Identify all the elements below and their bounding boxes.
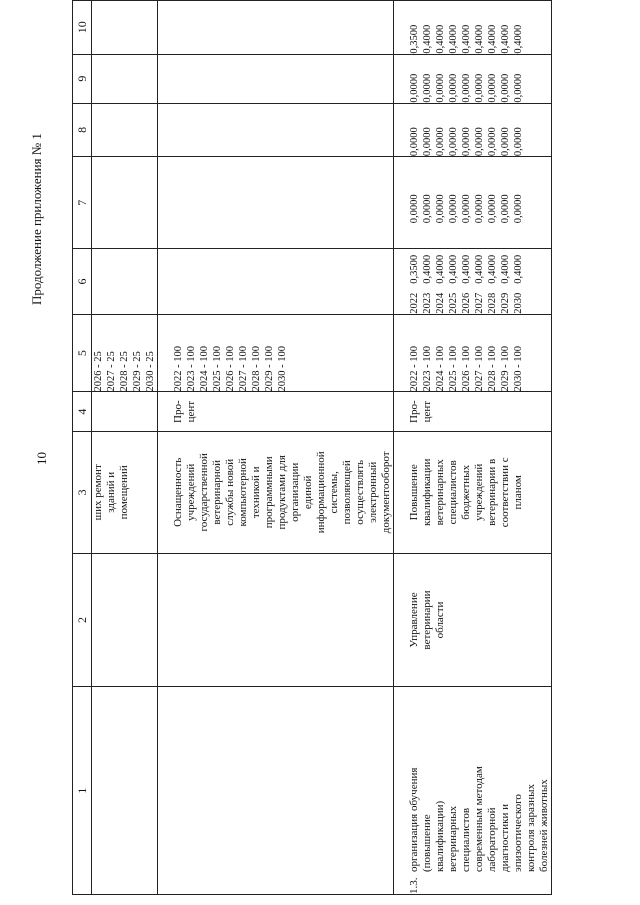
cell-measure-text	[92, 431, 158, 553]
text-line: 0,4000	[435, 24, 446, 54]
text-line: эпизоотического	[512, 794, 524, 872]
text-line: 0,4000	[500, 254, 511, 284]
cell-indicator-values	[158, 314, 394, 392]
text-line: 0,4000	[474, 254, 485, 284]
text-line: 2026 - 100	[461, 345, 472, 392]
text-line: 0,0000	[487, 194, 498, 224]
text-line: 2030 - 25	[145, 351, 156, 392]
text-line: 2025	[448, 292, 459, 314]
cell	[92, 54, 158, 103]
cell	[158, 103, 394, 157]
text-line: компьютерной	[237, 458, 249, 527]
col-header-10: 10	[73, 1, 92, 55]
text-line: Повышение	[408, 464, 420, 521]
text-line: специалистов	[460, 807, 472, 872]
data-table	[72, 0, 552, 895]
text-line: 2022 - 100	[409, 345, 420, 392]
text-line: ветеринарии в	[486, 458, 498, 526]
cell-measure-text	[394, 431, 552, 553]
text-line: диагностики и	[499, 804, 511, 872]
text-line: соответствии с	[499, 457, 511, 528]
text-line: 2027 - 25	[106, 351, 117, 392]
col-header-4: 4	[73, 392, 92, 431]
cell-unit	[158, 392, 394, 431]
text-line: государственной	[198, 453, 210, 532]
text-line: осуществлять	[354, 459, 366, 525]
text-line: информационной	[315, 451, 327, 534]
text-line: продуктами для	[276, 455, 288, 530]
text-line: 0,4000	[487, 24, 498, 54]
text-line: 0,4000	[422, 24, 433, 54]
text-line: 2024 - 100	[435, 345, 446, 392]
text-line: 2023	[422, 292, 433, 314]
text-line: 0,4000	[513, 254, 524, 284]
text-line: 0,0000	[448, 127, 459, 157]
text-line: 2030	[513, 292, 524, 314]
cell	[92, 157, 158, 249]
text-line: 0,4000	[487, 254, 498, 284]
cell	[92, 103, 158, 157]
text-line: ших ремонт	[92, 464, 104, 521]
cell-funding-col8	[394, 103, 552, 157]
text-line: 0,0000	[513, 73, 524, 103]
cell	[92, 249, 158, 314]
text-line: 0,4000	[513, 24, 524, 54]
text-line: 0,4000	[474, 24, 485, 54]
text-line: 0,4000	[435, 254, 446, 284]
text-line: 0,4000	[448, 24, 459, 54]
text-line: 2022	[409, 292, 420, 314]
text-line: 2028 - 100	[251, 345, 262, 392]
text-line: бюджетных	[460, 464, 472, 520]
text-line: 2024 - 100	[199, 345, 210, 392]
text-line: 0,4000	[461, 24, 472, 54]
col-header-3: 3	[73, 431, 92, 553]
text-line: Про-	[408, 400, 420, 423]
text-line: специалистов	[447, 460, 459, 525]
text-line: цент	[421, 400, 433, 423]
text-line: 2030 - 100	[277, 345, 288, 392]
cell-indicator-values	[394, 314, 552, 392]
table-row-continued	[92, 1, 158, 895]
cell	[158, 553, 394, 686]
text-line: Про-	[172, 400, 184, 423]
cell	[158, 157, 394, 249]
text-line: 0,4000	[422, 254, 433, 284]
col-header-2: 2	[73, 553, 92, 686]
text-line: 2028 - 100	[487, 345, 498, 392]
cell-unit	[394, 392, 552, 431]
col-header-8: 8	[73, 103, 92, 157]
text-line: 2029 - 100	[264, 345, 275, 392]
cell-measure-text	[158, 431, 394, 553]
column-header-row	[73, 1, 92, 895]
text-line: 0,4000	[461, 254, 472, 284]
col-header-6: 6	[73, 249, 92, 314]
text-line: ветеринарных	[434, 459, 446, 526]
text-line: 2028 - 25	[119, 351, 130, 392]
text-line: учреждений	[473, 463, 485, 521]
cell-funding-col10	[394, 1, 552, 55]
page-number: 10	[34, 452, 49, 465]
text-line: 0,3500	[409, 24, 420, 54]
text-line: 0,0000	[409, 194, 420, 224]
text-line: учреждений	[185, 463, 197, 521]
text-line: 0,0000	[474, 127, 485, 157]
text-line: 0,0000	[500, 73, 511, 103]
text-line: 0,0000	[448, 194, 459, 224]
text-line: позволяющей	[341, 460, 353, 525]
text-line: 0,4000	[500, 24, 511, 54]
text-line: 2023 - 100	[422, 345, 433, 392]
cell-activity	[394, 687, 552, 895]
text-line: контроля заразных	[525, 784, 537, 872]
text-line: цент	[185, 400, 197, 423]
cell-year-funding	[394, 249, 552, 314]
text-line: 2029	[500, 292, 511, 314]
text-line: 2029 - 25	[132, 351, 143, 392]
cell	[158, 1, 394, 55]
text-line: области	[434, 601, 446, 639]
appendix-continuation-note: Продолжение приложения № 1	[29, 133, 44, 305]
text-line: 0,0000	[474, 73, 485, 103]
text-line: 0,0000	[409, 73, 420, 103]
text-line: документооборот	[380, 451, 392, 534]
text-line: 0,0000	[435, 194, 446, 224]
cell-executor	[394, 553, 552, 686]
cell	[92, 553, 158, 686]
text-line: 0,0000	[500, 194, 511, 224]
text-line: 0,0000	[409, 127, 420, 157]
cell	[158, 687, 394, 895]
text-line: 2027 - 100	[238, 345, 249, 392]
text-line: 0,0000	[435, 127, 446, 157]
text-line: 2022 - 100	[173, 345, 184, 392]
cell-indicator-values	[92, 314, 158, 392]
text-line: 0,0000	[448, 73, 459, 103]
text-line: ветеринарной	[211, 459, 223, 525]
text-line: электронный	[367, 461, 379, 523]
text-line: 2025 - 100	[448, 345, 459, 392]
text-line: организация обучения	[408, 767, 420, 872]
text-line: 0,0000	[513, 127, 524, 157]
text-line: 0,3500	[409, 254, 420, 284]
text-line: 0,0000	[487, 73, 498, 103]
cell-funding-col9	[394, 54, 552, 103]
table-row	[394, 1, 552, 895]
text-line: ветеринарии	[421, 590, 433, 650]
text-line: 0,0000	[461, 73, 472, 103]
text-line: 0,0000	[461, 194, 472, 224]
text-line: 2030 - 100	[513, 345, 524, 392]
text-line: 2024	[435, 292, 446, 314]
table-row	[158, 1, 394, 895]
text-line: 0,0000	[422, 194, 433, 224]
text-line: квалификации	[421, 458, 433, 527]
text-line: Управление	[408, 592, 420, 648]
cell	[158, 54, 394, 103]
text-line: 2026 - 100	[225, 345, 236, 392]
col-header-7: 7	[73, 157, 92, 249]
cell	[92, 392, 158, 431]
text-line: 0,4000	[448, 254, 459, 284]
col-header-1: 1	[73, 687, 92, 895]
text-line: 2026 - 25	[93, 351, 104, 392]
text-line: техникой и	[250, 466, 262, 519]
text-line: службы новой	[224, 458, 236, 526]
text-line: 0,0000	[422, 127, 433, 157]
text-line: (повышение	[421, 814, 433, 872]
text-line: Оснащенность	[172, 457, 184, 527]
text-line: единой	[302, 475, 314, 510]
text-line: планом	[512, 475, 524, 510]
text-line: системы,	[328, 471, 340, 514]
cell-funding-col7	[394, 157, 552, 249]
text-line: болезней животных	[538, 779, 550, 872]
text-line: 0,0000	[474, 194, 485, 224]
text-line: 2027	[474, 292, 485, 314]
col-header-9: 9	[73, 54, 92, 103]
text-line: современным методам	[473, 766, 485, 872]
text-line: 0,0000	[513, 194, 524, 224]
text-line: 2027 - 100	[474, 345, 485, 392]
text-line: 2025 - 100	[212, 345, 223, 392]
row-number: 1.3.	[408, 877, 420, 894]
text-line: помещений	[118, 465, 130, 520]
cell	[92, 1, 158, 55]
text-line: квалификации)	[434, 800, 446, 872]
text-line: 0,0000	[435, 73, 446, 103]
text-line: организации	[289, 462, 301, 522]
text-line: программными	[263, 456, 275, 529]
text-line: 0,0000	[422, 73, 433, 103]
text-line: 2026	[461, 292, 472, 314]
text-line: зданий и	[105, 471, 117, 513]
text-line: 2029 - 100	[500, 345, 511, 392]
text-line: 0,0000	[500, 127, 511, 157]
cell	[92, 687, 158, 895]
cell	[158, 249, 394, 314]
text-line: 2028	[487, 292, 498, 314]
text-line: 0,0000	[487, 127, 498, 157]
text-line: 0,0000	[461, 127, 472, 157]
text-line: ветеринарных	[447, 805, 459, 872]
text-line: 2023 - 100	[186, 345, 197, 392]
col-header-5: 5	[73, 314, 92, 392]
text-line: лабораторной	[486, 807, 498, 872]
